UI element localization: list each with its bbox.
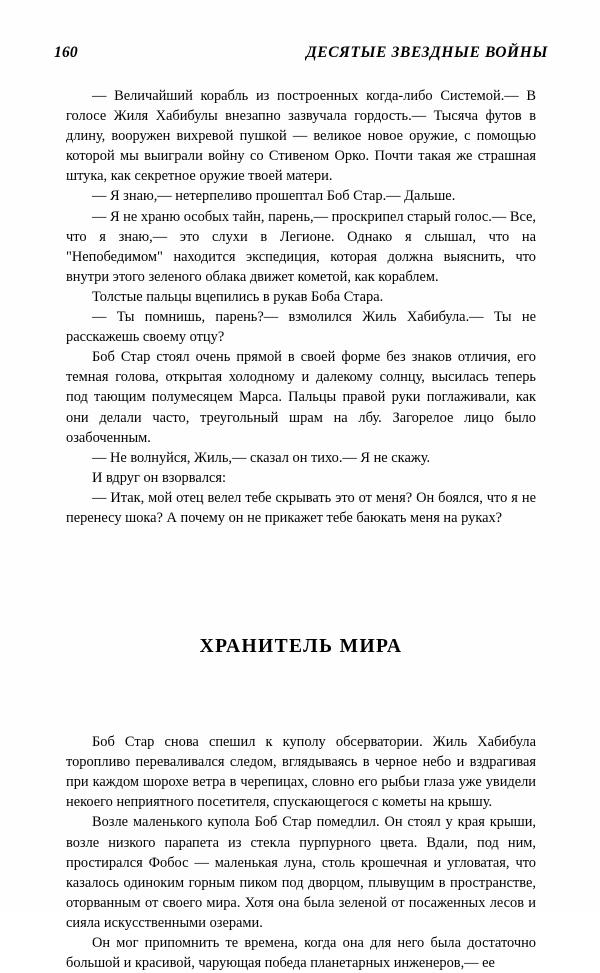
paragraph: — Не волнуйся, Жиль,— сказал он тихо.— Я не скажу. (92, 449, 431, 466)
running-title: ДЕСЯТЫЕ ЗВЕЗДНЫЕ ВОЙНЫ (306, 44, 548, 61)
paragraph: — Я знаю,— нетерпеливо прошептал Боб Стар.— Дальше. (92, 188, 456, 205)
paragraph: Боб Стар стоял очень прямой в своей форме без знаков отличия, его темная голова, открытая холодному и далекому солнцу, высилась теперь под тающим полумесяцем Марса. Пальцы правой руки поглаживали, как они делали часто, треугольный шрам на лбу. Загорелое лицо было озабоченным. (66, 349, 536, 446)
spacer (66, 658, 536, 732)
paragraph: Боб Стар снова спешил к куполу обсерватории. Жиль Хабибула торопливо переваливался следом, вглядываясь в черное небо и вздрагивая при каждом шорохе ветра в черепицах, словно его рыбьи глаза уже увидели некоего неприятного посетителя, спускающегося с кометы на крышу. (66, 734, 536, 811)
chapter-title: ХРАНИТЕЛЬ МИРА (199, 636, 403, 658)
paragraph: Возле маленького купола Боб Стар помедлил. Он стоял у края крыши, возле низкого парапета из стекла пурпурного цвета. Вдали, под ним, простирался Фобос — маленькая луна, столь крошечная и угловатая, что казалось одиноким горным пиком под дворцом, плывущим в пространстве, оторванным от своего мира. Хотя она была зеленой от посаженных лесов и сияла искусственными озерами. (66, 814, 536, 931)
paragraph: — Я не храню особых тайн, парень,— проскрипел старый голос.— Все, что я знаю,— это слухи в Легионе. Однако я слышал, что на "Непобедимом" находится экспедиция, которая должна выяснить, что внутри этого зеленого облака движет кометой, как кораблем. (66, 208, 536, 285)
spacer (66, 528, 536, 636)
paragraph: — Итак, мой отец велел тебе скрывать это от меня? Он боялся, что я не перенесу шока? А почему он не прикажет тебе баюкать меня на руках? (66, 489, 536, 526)
paragraph: Толстые пальцы вцепились в рукав Боба Стара. (92, 288, 384, 305)
page-number: 160 (54, 44, 78, 61)
paragraph: И вдруг он взорвался: (92, 469, 227, 486)
body-text-column (66, 86, 536, 973)
page-header (54, 44, 548, 62)
paragraph: — Величайший корабль из построенных когда-либо Системой.— В голосе Жиля Хабибулы внезапно зазвучала гордость.— Тысяча футов в длину, вооружен вихревой пушкой — великое новое оружие, с помощью которой мы выиграли войну со Стивеном Орко. Почти такая же страшная штука, как секретное оружие твоей матери. (66, 88, 536, 185)
paragraph: — Ты помнишь, парень?— взмолился Жиль Хабибула.— Ты не расскажешь своему отцу? (66, 309, 536, 346)
paragraph: Он мог припомнить те времена, когда она для него была достаточно большой и красивой, чарующая победа планетарных инженеров,— ее (66, 935, 536, 972)
